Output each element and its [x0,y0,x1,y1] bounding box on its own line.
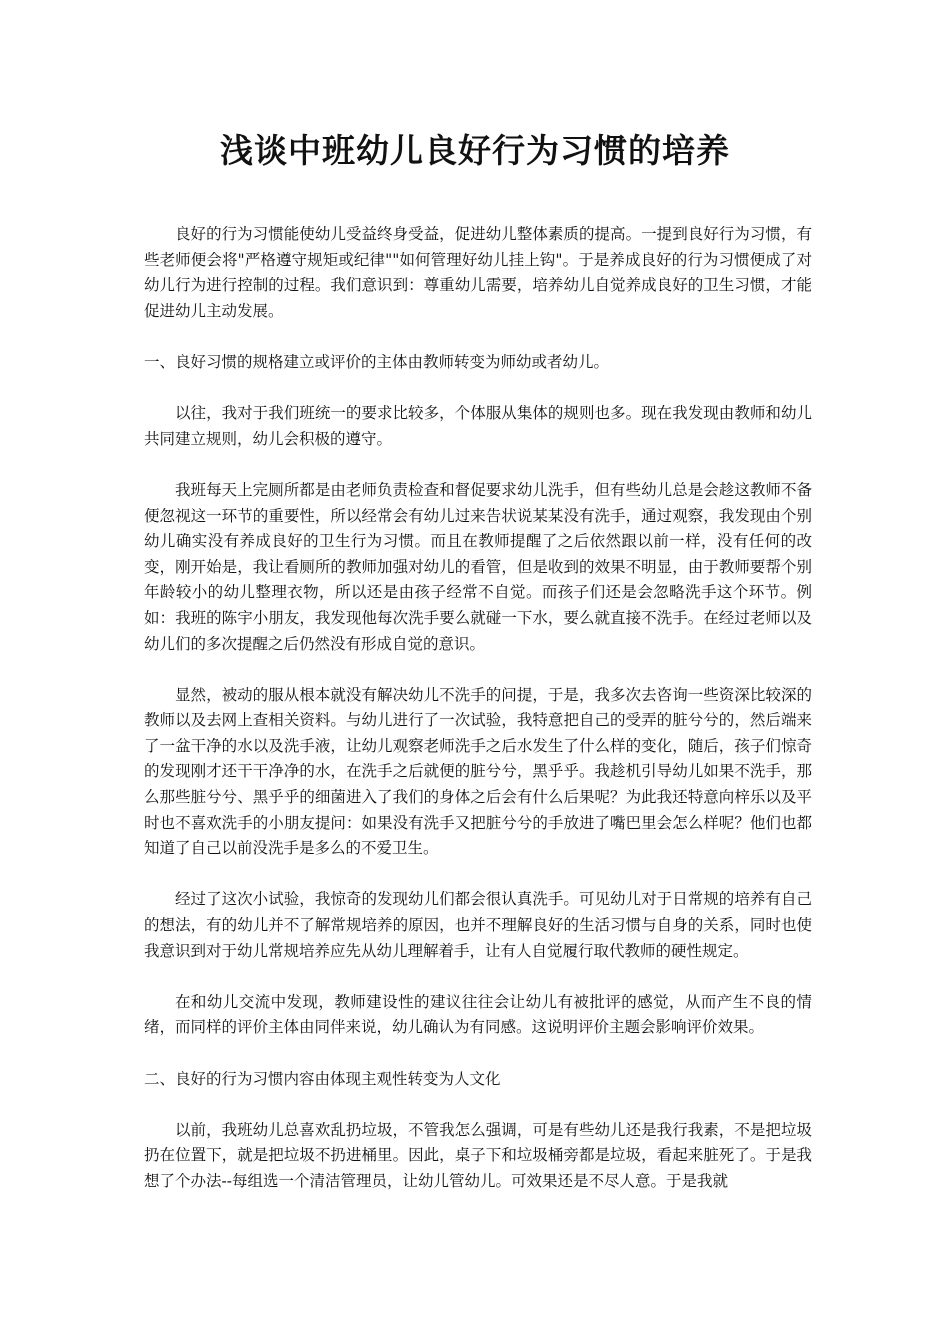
body-paragraph: 我班每天上完厕所都是由老师负责检查和督促要求幼儿洗手，但有些幼儿总是会趁这教师不备便忽视这一环节的重要性，所以经常会有幼儿过来告状说某某没有洗手，通过观察，我发现由个别幼儿确实没有养成良好的卫生行为习惯。而且在教师提醒了之后依然跟以前一样，没有任何的改变，刚开始是，我让看厕所的教师加强对幼儿的看管，但是收到的效果不明显，由于教师要帮个别年龄较小的幼儿整理衣物，所以还是由孩子经常不自觉。而孩子们还是会忽略洗手这个环节。例如：我班的陈宇小朋友，我发现他每次洗手要么就碰一下水，要么就直接不洗手。在经过老师以及幼儿们的多次提醒之后仍然没有形成自觉的意识。 [144,480,812,653]
body-paragraph: 以前，我班幼儿总喜欢乱扔垃圾，不管我怎么强调，可是有些幼儿还是我行我素，不是把垃圾扔在位置下，就是把垃圾不扔进桶里。因此，桌子下和垃圾桶旁都是垃圾，看起来脏死了。于是我想了个办法--每组选一个清洁管理员，让幼儿管幼儿。可效果还是不尽人意。于是我就 [144,1120,812,1190]
body-paragraph: 在和幼儿交流中发现，教师建设性的建议往往会让幼儿有被批评的感觉，从而产生不良的情绪，而同样的评价主体由同伴来说，幼儿确认为有同感。这说明评价主题会影响评价效果。 [144,992,812,1037]
section-heading-2: 二、良好的行为习惯内容由体现主观性转变为人文化 [144,1069,501,1088]
intro-paragraph: 良好的行为习惯能使幼儿受益终身受益，促进幼儿整体素质的提高。一提到良好行为习惯，有些老师便会将"严格遵守规矩或纪律""如何管理好幼儿挂上钩"。于是养成良好的行为习惯便成了对幼儿行为进行控制的过程。我们意识到：尊重幼儿需要，培养幼儿自觉养成良好的卫生习惯，才能促进幼儿主动发展。 [144,225,812,320]
document-title: 浅谈中班幼儿良好行为习惯的培养 [220,131,730,170]
body-paragraph: 显然，被动的服从根本就没有解决幼儿不洗手的问提，于是，我多次去咨询一些资深比较深的教师以及去网上查相关资料。与幼儿进行了一次试验，我特意把自己的受弄的脏兮兮的，然后端来了一盆干净的水以及洗手液，让幼儿观察老师洗手之后水发生了什么样的变化，随后，孩子们惊奇的发现刚才还干干净净的水，在洗手之后就便的脏兮兮，黑乎乎。我趁机引导幼儿如果不洗手，那么那些脏兮兮、黑乎乎的细菌进入了我们的身体之后会有什么后果呢？为此我还特意向梓乐以及平时也不喜欢洗手的小朋友提问：如果没有洗手又把脏兮兮的手放进了嘴巴里会怎么样呢？他们也都知道了自己以前没洗手是多么的不爱卫生。 [144,685,812,858]
body-paragraph: 经过了这次小试验，我惊奇的发现幼儿们都会很认真洗手。可见幼儿对于日常规的培养有自己的想法，有的幼儿并不了解常规培养的原因，也并不理解良好的生活习惯与自身的关系，同时也使我意识到对于幼儿常规培养应先从幼儿理解着手，让有人自觉履行取代教师的硬性规定。 [144,890,812,960]
document-body [144,222,812,1220]
body-paragraph: 以往，我对于我们班统一的要求比较多，个体服从集体的规则也多。现在我发现由教师和幼儿共同建立规则，幼儿会积极的遵守。 [144,404,812,448]
section-heading-1: 一、良好习惯的规格建立或评价的主体由教师转变为师幼或者幼儿。 [144,352,610,371]
